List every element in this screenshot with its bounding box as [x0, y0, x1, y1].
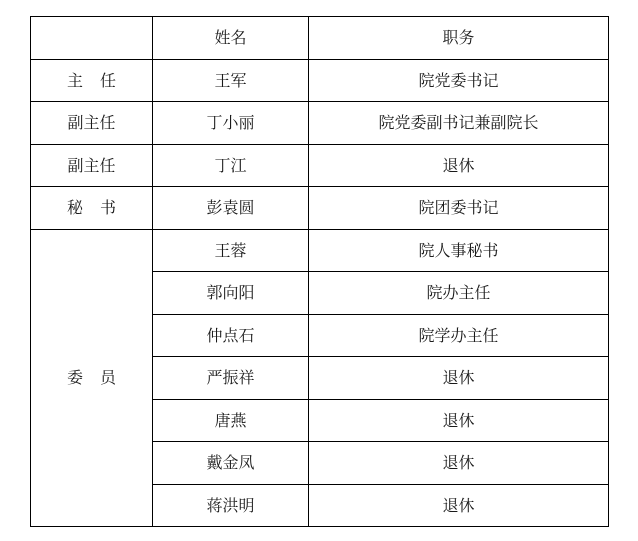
row-name: 郭向阳 — [153, 272, 309, 315]
row-role: 副主任 — [31, 102, 153, 145]
row-title: 退休 — [309, 357, 609, 400]
header-cell-role — [31, 17, 153, 60]
row-name: 王军 — [153, 59, 309, 102]
table-row — [31, 59, 609, 102]
row-role: 主 任 — [31, 59, 153, 102]
row-title: 退休 — [309, 399, 609, 442]
row-title: 院人事秘书 — [309, 229, 609, 272]
row-title: 退休 — [309, 442, 609, 485]
row-name: 蒋洪明 — [153, 484, 309, 527]
table-header-row — [31, 17, 609, 60]
row-name: 仲点石 — [153, 314, 309, 357]
row-name: 严振祥 — [153, 357, 309, 400]
table-row — [31, 102, 609, 145]
row-role: 副主任 — [31, 144, 153, 187]
row-role: 秘 书 — [31, 187, 153, 230]
table-row — [31, 229, 609, 272]
row-title: 退休 — [309, 484, 609, 527]
row-name: 唐燕 — [153, 399, 309, 442]
row-name: 丁小丽 — [153, 102, 309, 145]
table-row — [31, 144, 609, 187]
header-cell-name: 姓名 — [153, 17, 309, 60]
row-title: 院党委书记 — [309, 59, 609, 102]
row-name: 丁江 — [153, 144, 309, 187]
member-group-role: 委 员 — [31, 229, 153, 527]
row-name: 彭袁圆 — [153, 187, 309, 230]
header-cell-title: 职务 — [309, 17, 609, 60]
row-title: 退休 — [309, 144, 609, 187]
table-row — [31, 187, 609, 230]
row-name: 戴金凤 — [153, 442, 309, 485]
roster-table — [30, 16, 609, 527]
row-name: 王蓉 — [153, 229, 309, 272]
row-title: 院学办主任 — [309, 314, 609, 357]
row-title: 院团委书记 — [309, 187, 609, 230]
row-title: 院党委副书记兼副院长 — [309, 102, 609, 145]
row-title: 院办主任 — [309, 272, 609, 315]
